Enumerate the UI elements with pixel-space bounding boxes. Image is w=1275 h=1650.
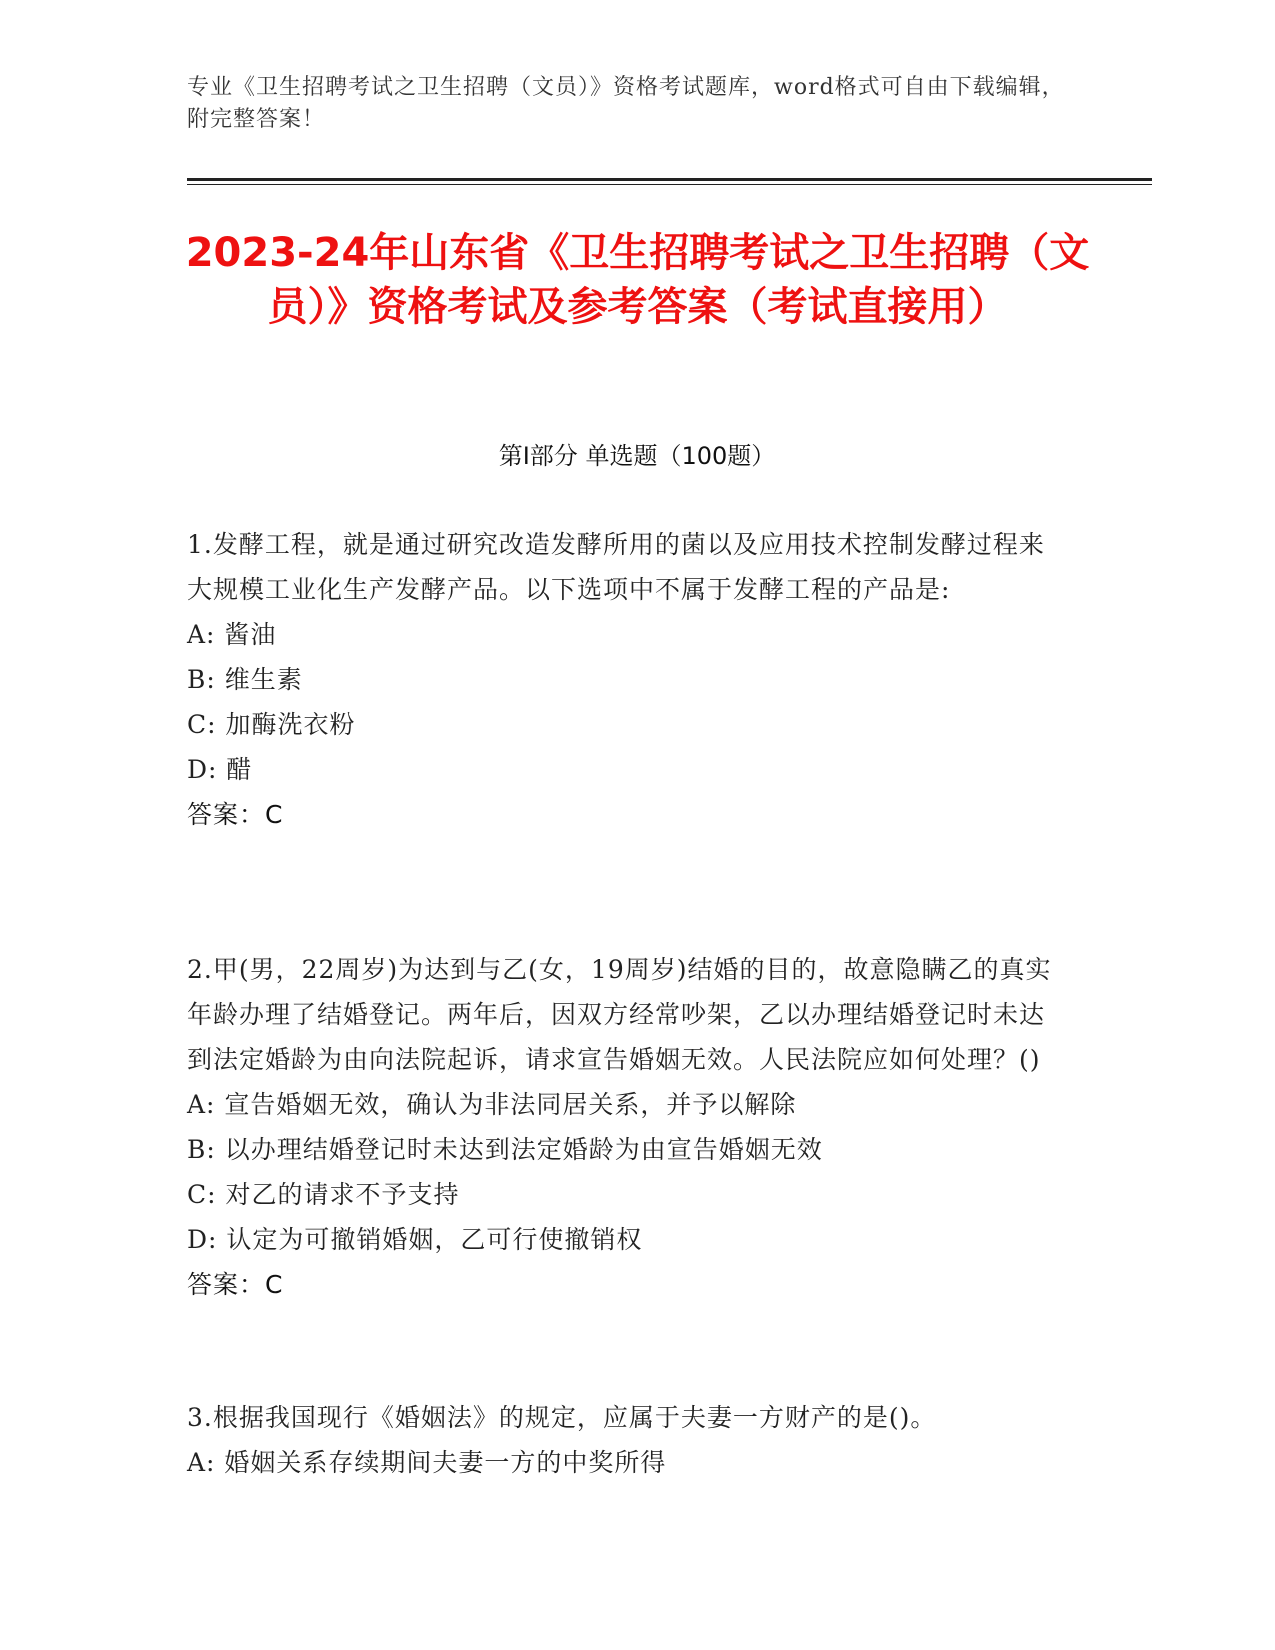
question-stem: 2.甲(男，22周岁)为达到与乙(女，19周岁)结婚的目的，故意隐瞒乙的真实年龄办理了结婚登记。两年后，因双方经常吵架，乙以办理结婚登记时未达到法定婚龄为由向法院起诉，请求宣告婚姻无效。人民法院应如何处理？(): [187, 955, 1052, 1074]
option-d: D: 认定为可撤销婚姻，乙可行使撤销权: [187, 1225, 643, 1254]
question-1: [187, 522, 1067, 837]
question-stem: 1.发酵工程，就是通过研究改造发酵所用的菌以及应用技术控制发酵过程来大规模工业化生产发酵产品。以下选项中不属于发酵工程的产品是:: [187, 530, 1045, 604]
question-stem: 3.根据我国现行《婚姻法》的规定，应属于夫妻一方财产的是()。: [187, 1403, 937, 1432]
header-rule-thin: [187, 184, 1152, 185]
answer-line: 答案：C: [187, 1270, 284, 1299]
option-a: A: 宣告婚姻无效，确认为非法同居关系，并予以解除: [187, 1090, 797, 1119]
option-a: A: 婚姻关系存续期间夫妻一方的中奖所得: [187, 1448, 667, 1477]
option-c: C: 加酶洗衣粉: [187, 710, 356, 739]
answer-line: 答案：C: [187, 800, 284, 829]
question-2: [187, 947, 1067, 1307]
option-d: D: 醋: [187, 755, 253, 784]
header-rule-thick: [187, 178, 1152, 181]
question-3: [187, 1395, 1067, 1485]
header-note: 专业《卫生招聘考试之卫生招聘（文员）》资格考试题库，word格式可自由下载编辑，附完整答案！: [187, 75, 1065, 132]
option-c: C: 对乙的请求不予支持: [187, 1180, 460, 1209]
option-b: B: 以办理结婚登记时未达到法定婚龄为由宣告婚姻无效: [187, 1135, 823, 1164]
option-a: A: 酱油: [187, 620, 277, 649]
section-heading: 第I部分 单选题（100题）: [498, 442, 776, 470]
option-b: B: 维生素: [187, 665, 303, 694]
document-title: 2023-24年山东省《卫生招聘考试之卫生招聘（文员）》资格考试及参考答案（考试直接用）: [185, 230, 1090, 330]
